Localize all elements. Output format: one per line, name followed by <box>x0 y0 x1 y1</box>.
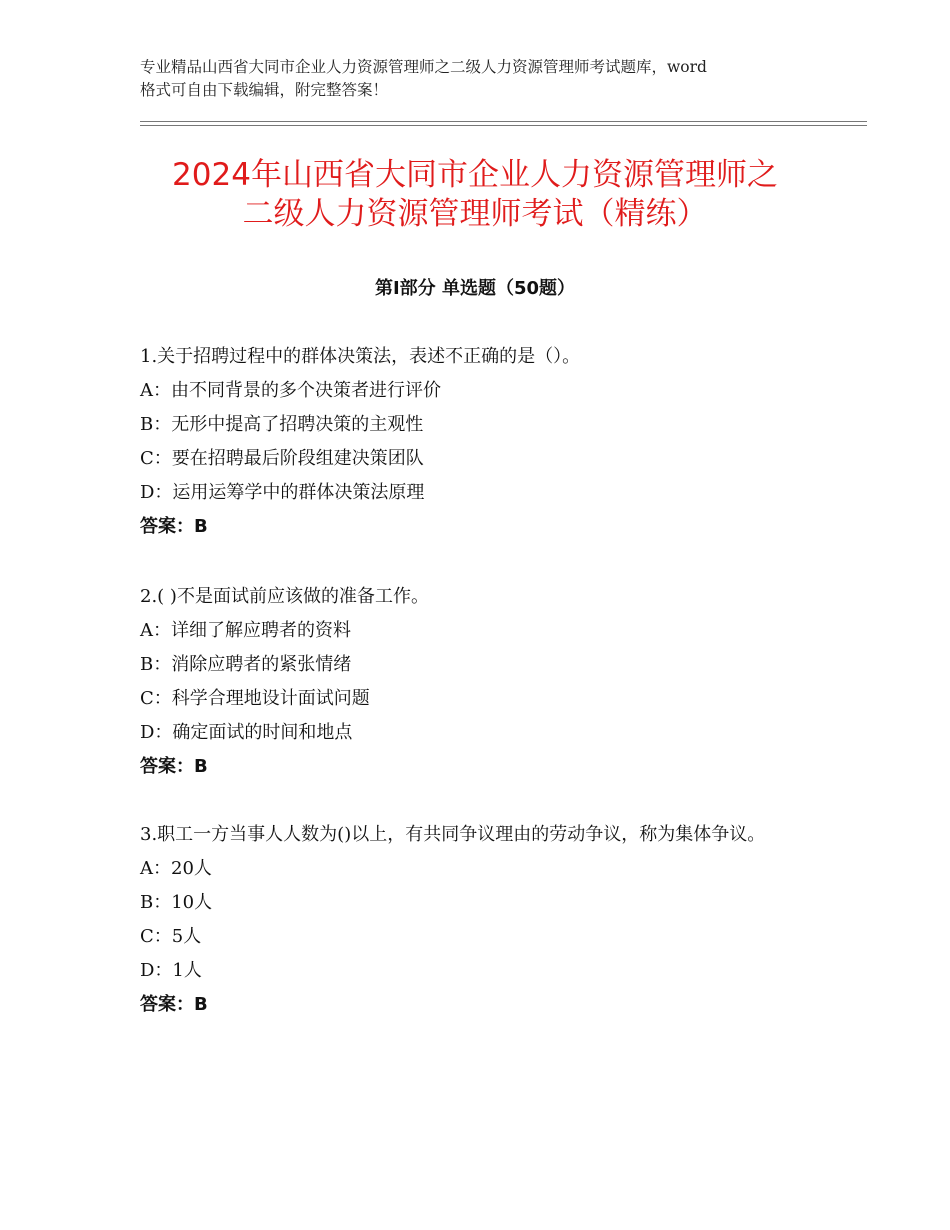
header-divider-bottom <box>140 125 867 126</box>
option-d: D：确定面试的时间和地点 <box>140 722 353 743</box>
option-b: B：无形中提高了招聘决策的主观性 <box>140 414 424 435</box>
title-line-1: 2024年山西省大同市企业人力资源管理师之 <box>172 157 778 193</box>
question-3 <box>140 818 820 1022</box>
question-1 <box>140 340 820 544</box>
section-title: 第Ⅰ部分 单选题（50题） <box>374 278 575 299</box>
option-b: B：消除应聘者的紧张情绪 <box>140 654 352 675</box>
option-a: A：详细了解应聘者的资料 <box>140 620 351 641</box>
option-c: C：5人 <box>140 926 202 947</box>
document-header <box>140 56 820 102</box>
header-divider-top <box>140 121 867 122</box>
option-d: D：运用运筹学中的群体决策法原理 <box>140 482 425 503</box>
option-b: B：10人 <box>140 892 213 913</box>
header-line-2: 格式可自由下载编辑，附完整答案！ <box>140 81 389 99</box>
answer: 答案：B <box>140 756 208 777</box>
question-stem: 2.( )不是面试前应该做的准备工作。 <box>140 586 429 607</box>
question-2 <box>140 580 820 784</box>
answer: 答案：B <box>140 994 208 1015</box>
option-a: A：由不同背景的多个决策者进行评价 <box>140 380 441 401</box>
option-d: D：1人 <box>140 960 202 981</box>
question-stem: 3.职工一方当事人人数为()以上，有共同争议理由的劳动争议，称为集体争议。 <box>140 824 766 845</box>
question-stem: 1.关于招聘过程中的群体决策法，表述不正确的是（）。 <box>140 346 581 367</box>
option-c: C：要在招聘最后阶段组建决策团队 <box>140 448 424 469</box>
answer: 答案：B <box>140 516 208 537</box>
header-line-1: 专业精品山西省大同市企业人力资源管理师之二级人力资源管理师考试题库，word <box>140 58 707 76</box>
document-title <box>100 156 850 234</box>
option-a: A：20人 <box>140 858 212 879</box>
title-line-2: 二级人力资源管理师考试（精练） <box>242 196 708 232</box>
option-c: C：科学合理地设计面试问题 <box>140 688 370 709</box>
